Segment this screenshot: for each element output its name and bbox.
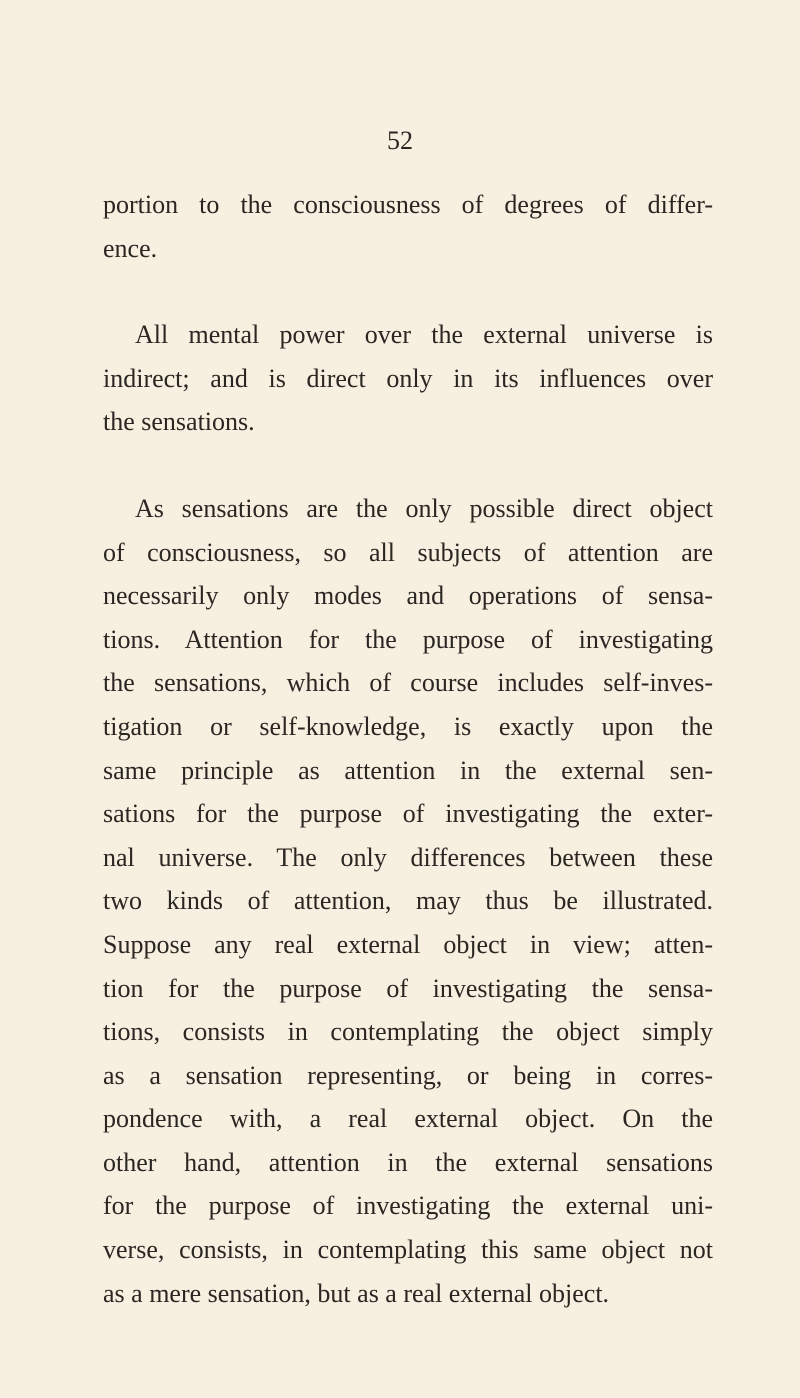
text-line: portion to the consciousness of degrees of differ- <box>103 190 713 219</box>
text-line: tions, consists in contemplating the object simply <box>103 1017 713 1047</box>
paragraph-2 <box>103 313 713 444</box>
text-line: As sensations are the only possible direct object <box>135 493 713 523</box>
text-line: the sensations. <box>103 407 255 437</box>
text-line: ence. <box>103 233 158 263</box>
paragraph-3 <box>103 487 713 1315</box>
text-line: necessarily only modes and operations of sensa- <box>103 581 713 611</box>
text-line: indirect; and is direct only in its influences over <box>103 363 713 393</box>
text-line: All mental power over the external universe is <box>135 320 713 350</box>
page-number: 52 <box>387 126 413 155</box>
text-line: tigation or self-knowledge, is exactly upon the <box>103 711 713 741</box>
text-line: tion for the purpose of investigating the sensa- <box>103 973 713 1003</box>
text-line: sations for the purpose of investigating the exter- <box>103 799 713 829</box>
text-line: other hand, attention in the external sensations <box>103 1147 713 1177</box>
text-line: nal universe. The only differences between these <box>103 842 713 872</box>
text-line: two kinds of attention, may thus be illustrated. <box>103 886 713 916</box>
paragraph-1 <box>103 183 713 270</box>
text-line: for the purpose of investigating the external uni- <box>103 1191 713 1221</box>
text-line: pondence with, a real external object. On the <box>103 1104 713 1134</box>
text-line: as a sensation representing, or being in corres- <box>103 1060 713 1090</box>
text-line: Suppose any real external object in view; atten- <box>103 929 713 959</box>
text-line: of consciousness, so all subjects of attention are <box>103 537 713 567</box>
text-line: same principle as attention in the external sen- <box>103 755 713 785</box>
text-line: the sensations, which of course includes self-inves- <box>103 668 713 698</box>
text-line: tions. Attention for the purpose of investigating <box>103 624 713 654</box>
text-line: as a mere sensation, but as a real external object. <box>103 1278 610 1308</box>
body-text <box>103 183 713 1315</box>
text-line: verse, consists, in contemplating this same object not <box>103 1235 713 1265</box>
